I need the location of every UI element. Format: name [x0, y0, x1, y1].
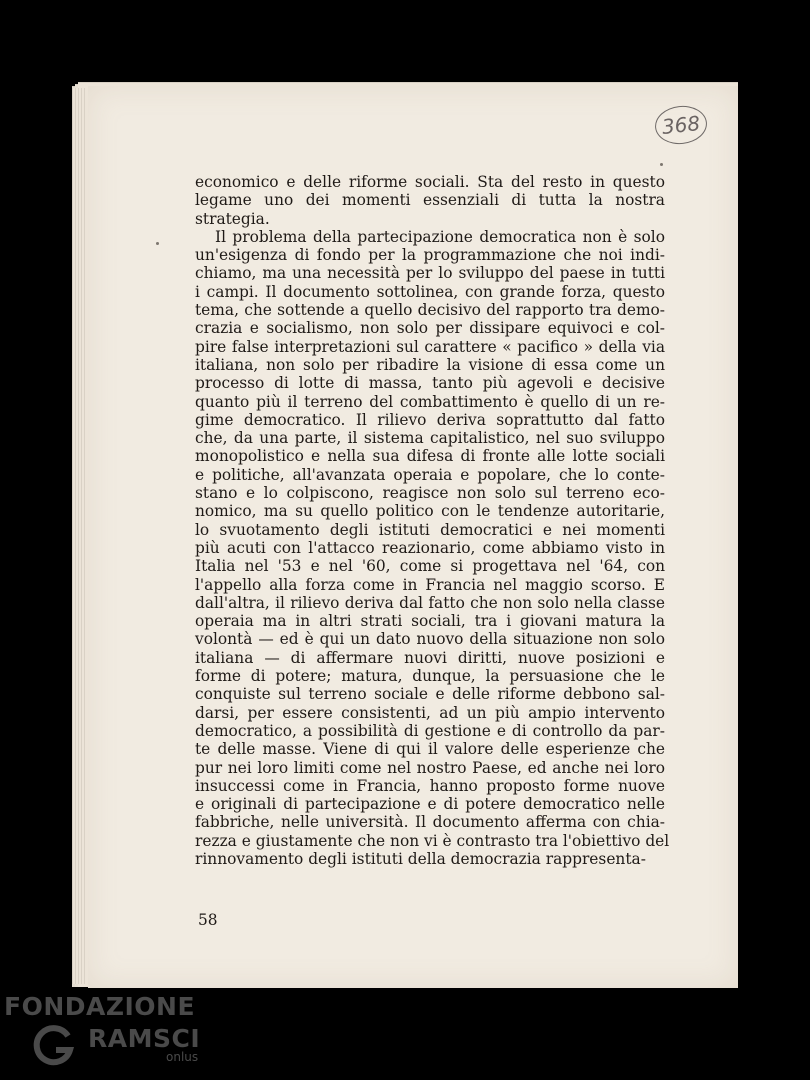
text-line: operaia ma in altri strati sociali, tra i giovani matura la [195, 612, 665, 631]
text-line: tema, che sottende a quello decisivo del rapporto tra demo- [195, 301, 665, 320]
text-line: economico e delle riforme sociali. Sta del resto in questo [195, 173, 665, 191]
text-line: dall'altra, il rilievo deriva dal fatto che non solo nella classe [195, 593, 665, 612]
watermark-line-3: onlus [166, 1050, 199, 1064]
watermark-line-1: FONDAZIONE [4, 992, 196, 1021]
page-edges [72, 88, 86, 984]
text-line: rinnovamento degli istituti della democrazia rappresenta- [195, 849, 646, 868]
text-line: conquiste sul terreno sociale e delle riforme debbono sal- [195, 685, 665, 704]
text-line: legame uno dei momenti essenziali di tutta la nostra [195, 191, 665, 210]
gramsci-g-logo-icon [32, 1024, 76, 1068]
text-line: volontà — ed è qui un dato nuovo della situazione non solo [195, 630, 665, 649]
text-line: più acuti con l'attacco reazionario, come abbiamo visto in [195, 538, 665, 557]
text-line: Il problema della partecipazione democratica non è solo [215, 227, 665, 246]
text-line: quanto più il terreno del combattimento è quello di un re- [195, 392, 665, 411]
text-line: chiamo, ma una necessità per lo sviluppo del paese in tutti [195, 264, 665, 283]
text-line: e politiche, all'avanzata operaia e popolare, che lo conte- [195, 465, 665, 484]
text-line: pire false interpretazioni sul carattere « pacifico » della via [195, 337, 665, 356]
text-line: italiana, non solo per ribadire la visione di essa come un [195, 355, 665, 374]
text-line: che, da una parte, il sistema capitalistico, nel suo sviluppo [195, 429, 665, 448]
text-line: forme di potere; matura, dunque, la persuasione che le [195, 667, 665, 686]
text-line: pur nei loro limiti come nel nostro Paese, ed anche nei loro [195, 758, 665, 777]
text-line: processo di lotte di massa, tanto più agevoli e decisive [195, 374, 665, 393]
text-line: rezza e giustamente che non vi è contrasto tra l'obiettivo del [195, 831, 670, 850]
text-line: stano e lo colpiscono, reagisce non solo sul terreno eco- [195, 484, 665, 503]
text-line: italiana — di affermare nuovi diritti, nuove posizioni e [195, 648, 665, 667]
text-line: lo svuotamento degli istituti democratici e nei momenti [195, 520, 665, 539]
text-line: un'esigenza di fondo per la programmazione che noi indi- [195, 246, 665, 265]
text-line: nomico, ma su quello politico con le tendenze autoritarie, [195, 502, 665, 521]
fondazione-gramsci-watermark [4, 992, 204, 1076]
archive-number: 368 [653, 103, 709, 146]
margin-dot [156, 242, 159, 245]
text-line: e originali di partecipazione e di potere democratico nelle [195, 795, 665, 814]
text-line: fabbriche, nelle università. Il documento afferma con chia- [195, 813, 665, 832]
text-line: monopolistico e nella sua difesa di fronte alle lotte sociali [195, 447, 665, 466]
margin-dot [660, 163, 663, 166]
text-line: l'appello alla forza come in Francia nel maggio scorso. E [195, 575, 665, 594]
text-line: strategia. [195, 209, 270, 228]
text-line: insuccessi come in Francia, hanno proposto forme nuove [195, 776, 665, 795]
body-text [195, 173, 670, 868]
watermark-line-2: RAMSCI [88, 1024, 201, 1053]
text-line: crazia e socialismo, non solo per dissipare equivoci e col- [195, 319, 665, 338]
text-line: te delle masse. Viene di qui il valore delle esperienze che [195, 740, 665, 759]
text-line: gime democratico. Il rilievo deriva soprattutto dal fatto [195, 410, 665, 429]
text-line: democratico, a possibilità di gestione e di controllo da par- [195, 721, 665, 740]
text-line: i campi. Il documento sottolinea, con grande forza, questo [195, 282, 665, 301]
text-line: Italia nel '53 e nel '60, come si progettava nel '64, con [195, 557, 665, 576]
text-line: darsi, per essere consistenti, ad un più ampio intervento [195, 703, 665, 722]
page-number: 58 [198, 911, 218, 929]
